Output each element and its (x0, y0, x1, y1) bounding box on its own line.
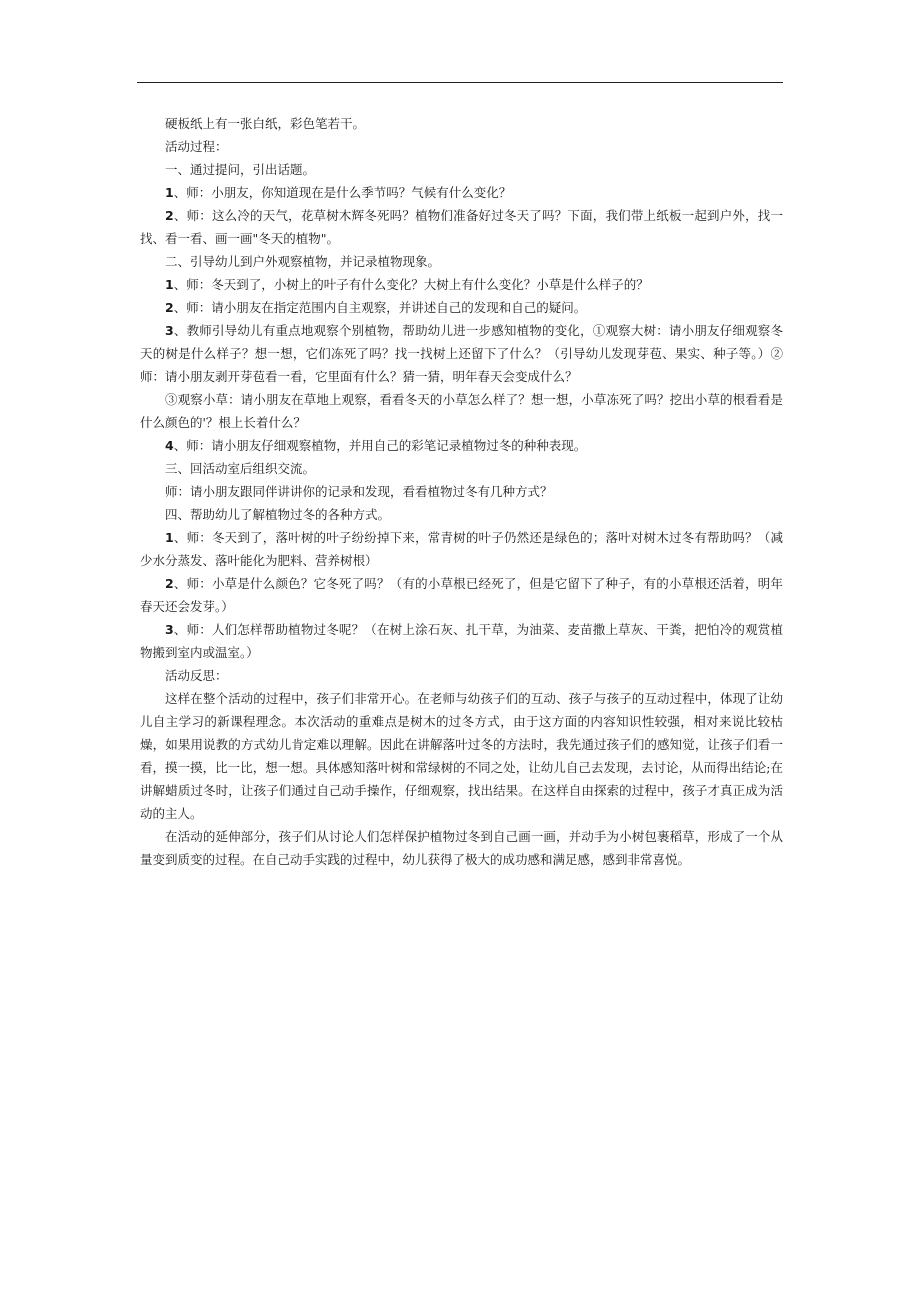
paragraph-1-1: 1、师：小朋友，你知道现在是什么季节吗？气候有什么变化？ (165, 185, 512, 200)
paragraph-section-4: 四、帮助幼儿了解植物过冬的各种方式。 (165, 507, 391, 522)
paragraph-section-3: 三、回活动室后组织交流。 (165, 461, 316, 476)
document-body (140, 112, 783, 871)
paragraph-4-2: 2、师：小草是什么颜色？它冬死了吗？（有的小草根已经死了，但是它留下了种子，有的小草根还活着，明年春天还会发芽。） (140, 576, 783, 614)
paragraph-3-1: 师：请小朋友跟同伴讲讲你的记录和发现，看看植物过冬有几种方式？ (165, 484, 553, 499)
paragraph-2-1: 1、师：冬天到了，小树上的叶子有什么变化？大树上有什么变化？小草是什么样子的？ (165, 277, 649, 292)
paragraph-4-3: 3、师：人们怎样帮助植物过冬呢？（在树上涂石灰、扎干草，为油菜、麦苗撒上草灰、干粪，把怕冷的观赏植物搬到室内或温室。） (140, 622, 783, 660)
paragraph-2-3: 3、教师引导幼儿有重点地观察个别植物，帮助幼儿进一步感知植物的变化，①观察大树：请小朋友仔细观察冬天的树是什么样子？想一想，它们冻死了吗？找一找树上还留下了什么？（引导幼儿发现芽苞、果实、种子等。）②师：请小朋友剥开芽苞看一看，它里面有什么？猜一猜，明年春天会变成什么？ (140, 323, 783, 384)
paragraph-1-2: 2、师：这么冷的天气，花草树木辉冬死吗？植物们准备好过冬天了吗？下面，我们带上纸板一起到户外，找一找、看一看、画一画"冬天的植物"。 (140, 208, 783, 246)
paragraph-2-2: 2、师：请小朋友在指定范围内自主观察，并讲述自己的发现和自己的疑问。 (165, 300, 587, 315)
header-rule (137, 82, 783, 83)
paragraph-materials: 硬板纸上有一张白纸，彩色笔若干。 (165, 116, 366, 131)
paragraph-reflection-1: 这样在整个活动的过程中，孩子们非常开心。在老师与幼孩子们的互动、孩子与孩子的互动过程中，体现了让幼儿自主学习的新课程理念。本次活动的重难点是树木的过冬方式，由于这方面的内容知识性较强，相对来说比较枯燥，如果用说教的方式幼儿肯定难以理解。因此在讲解落叶过冬的方法时，我先通过孩子们的感知觉，让孩子们看一看，摸一摸，比一比，想一想。具体感知落叶树和常绿树的不同之处，让幼儿自己去发现，去讨论，从而得出结论;在讲解蜡质过冬时，让孩子们通过自己动手操作，仔细观察，找出结果。在这样自由探索的过程中，孩子才真正成为活动的主人。 (140, 691, 783, 821)
paragraph-4-1: 1、师：冬天到了，落叶树的叶子纷纷掉下来，常青树的叶子仍然还是绿色的；落叶对树木过冬有帮助吗？（减少水分蒸发、落叶能化为肥料、营养树根） (140, 530, 783, 568)
paragraph-2-4: 4、师：请小朋友仔细观察植物，并用自己的彩笔记录植物过冬的种种表现。 (165, 438, 587, 453)
paragraph-section-1: 一、通过提问，引出话题。 (165, 162, 316, 177)
paragraph-2-3-grass: ③观察小草：请小朋友在草地上观察，看看冬天的小草怎么样了？想一想，小草冻死了吗？挖出小草的根看看是什么颜色的'？根上长着什么？ (140, 392, 783, 430)
paragraph-reflection-2: 在活动的延伸部分，孩子们从讨论人们怎样保护植物过冬到自己画一画，并动手为小树包裹稻草，形成了一个从量变到质变的过程。在自己动手实践的过程中，幼儿获得了极大的成功感和满足感，感到非常喜悦。 (140, 829, 783, 867)
paragraph-process-heading: 活动过程： (165, 139, 228, 154)
paragraph-reflection-heading: 活动反思： (165, 668, 228, 683)
paragraph-section-2: 二、引导幼儿到户外观察植物，并记录植物现象。 (165, 254, 441, 269)
